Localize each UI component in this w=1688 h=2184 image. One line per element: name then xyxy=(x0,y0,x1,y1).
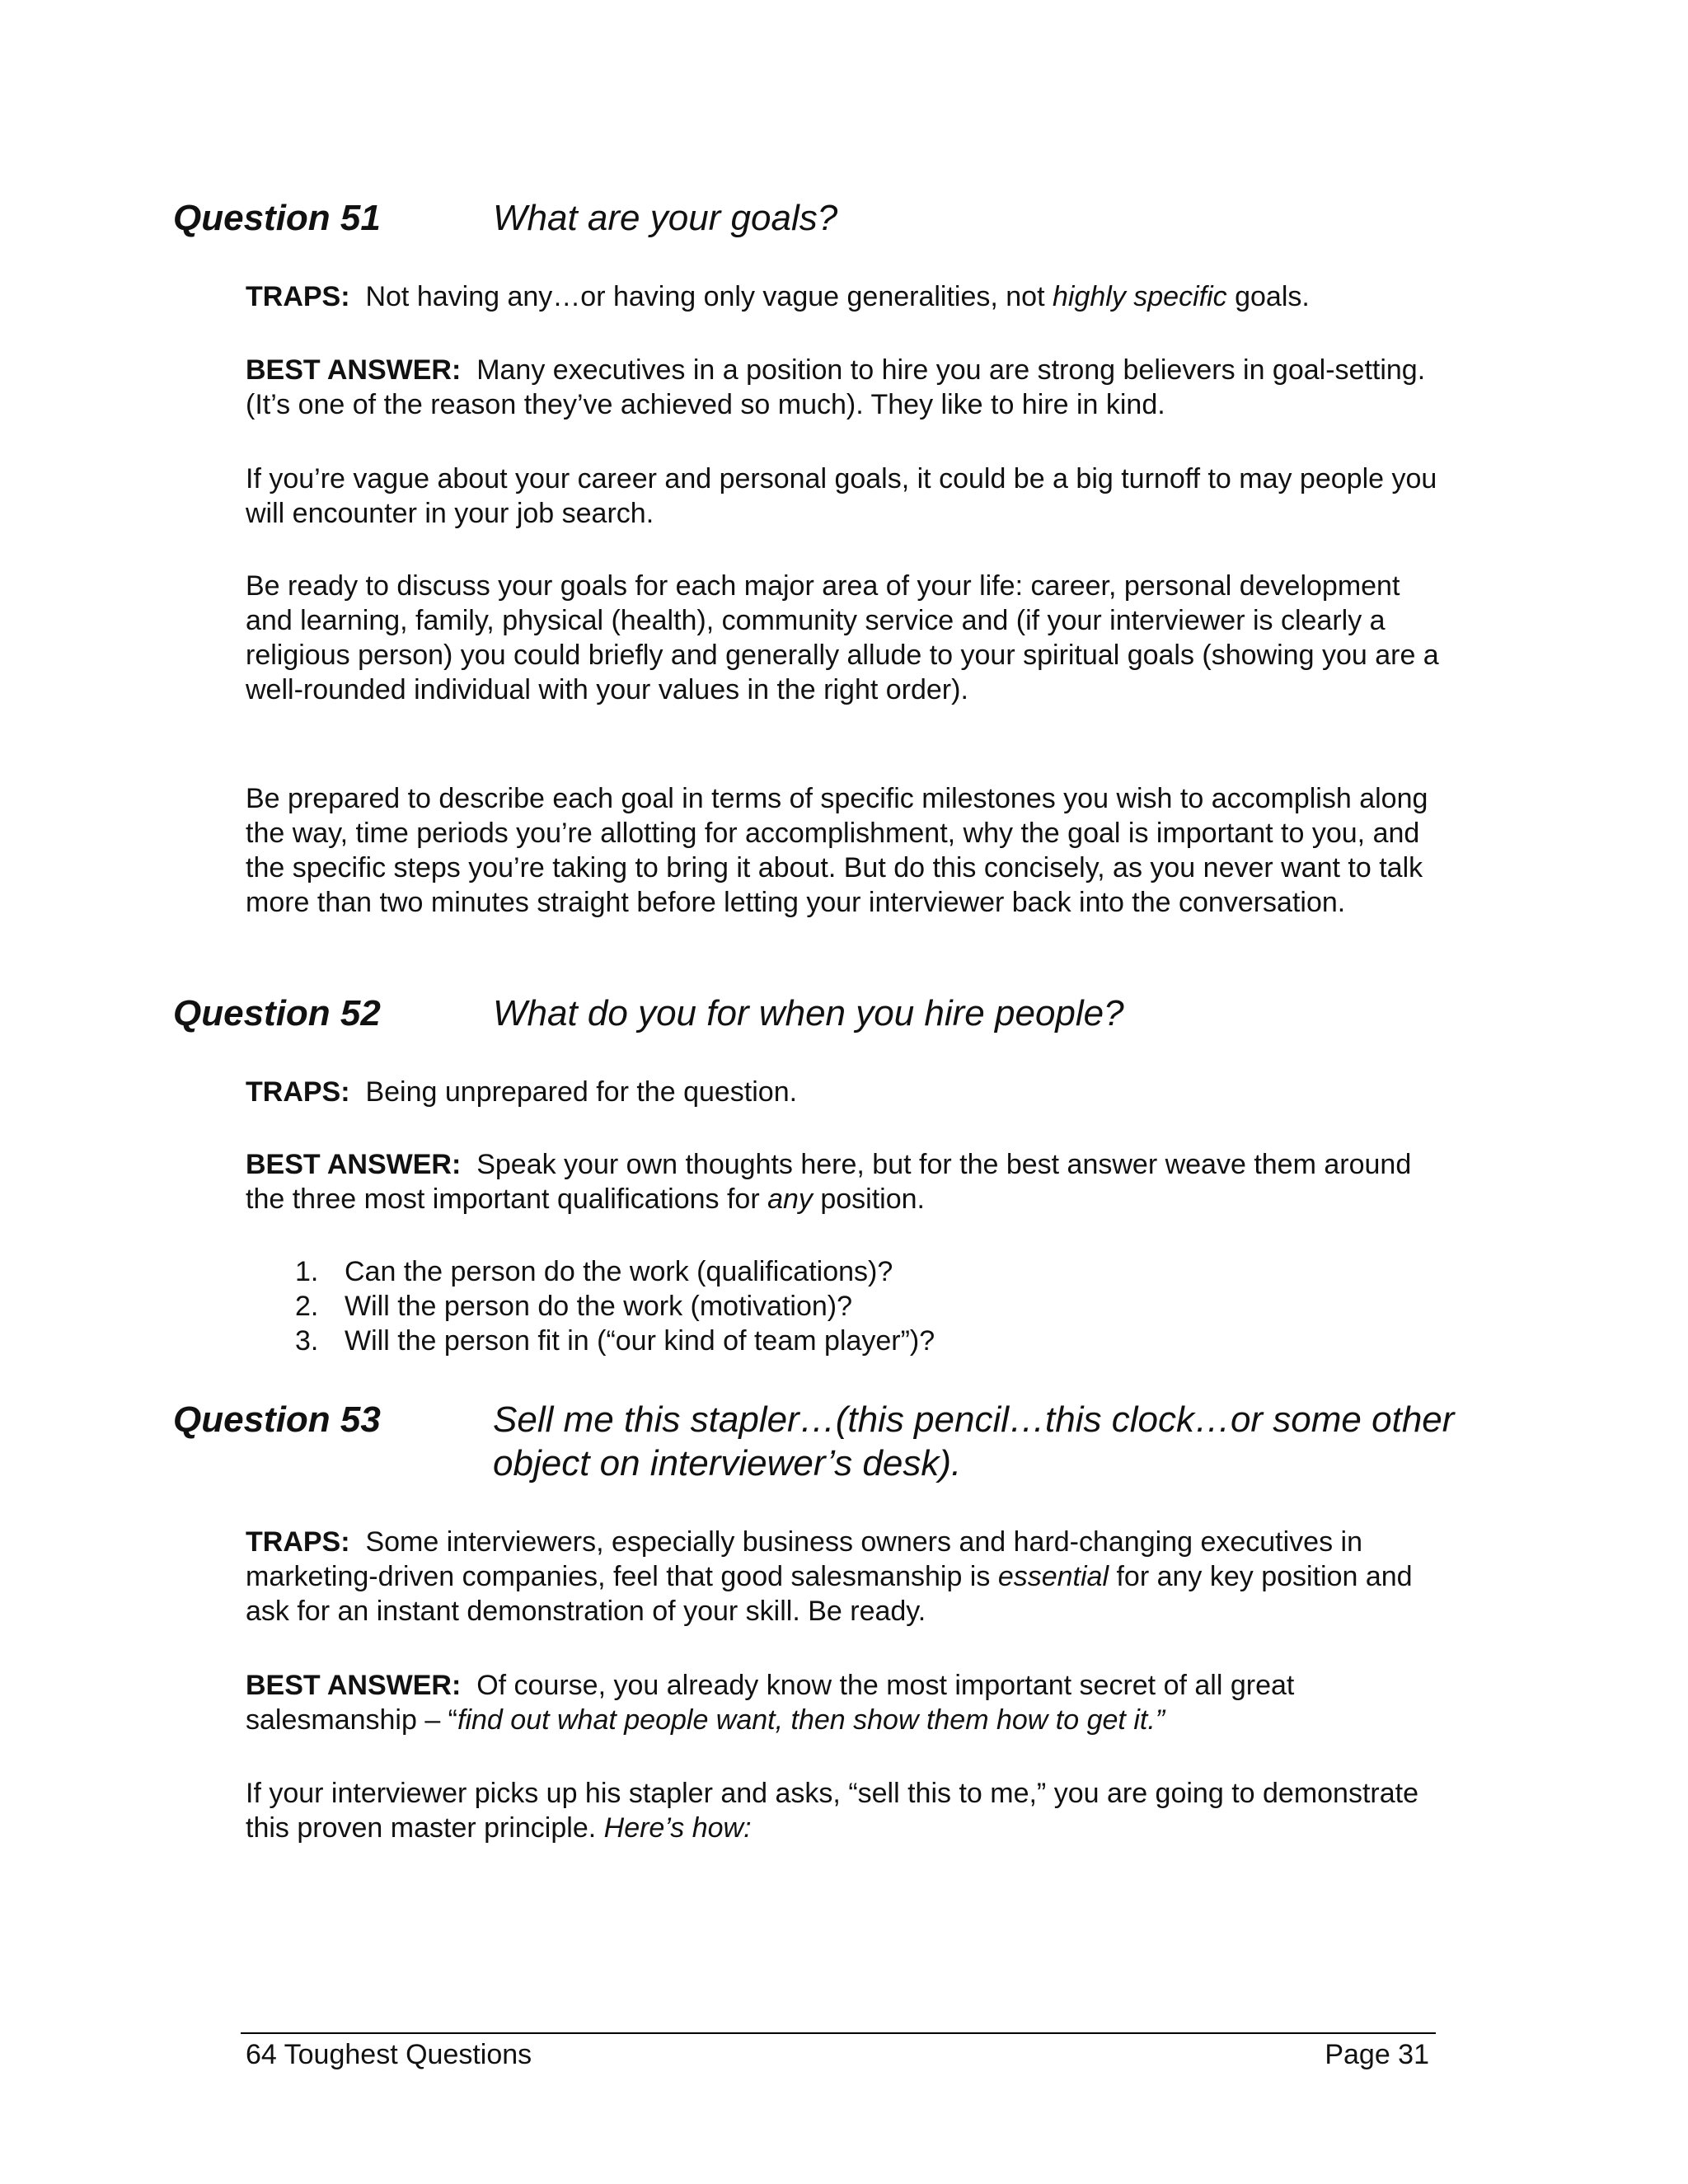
list-number: 3. xyxy=(295,1325,319,1357)
body-paragraph xyxy=(246,1776,1441,1845)
footer-divider xyxy=(241,2032,1436,2034)
best-answer-text: Speak your own thoughts here, but for the best answer weave them around the three most important qualifications for xyxy=(246,1149,1412,1215)
traps-text-end: for any key position and ask for an instant demonstration of your skill. Be ready. xyxy=(246,1561,1413,1627)
question-label: Question 52 xyxy=(173,993,381,1033)
traps-paragraph xyxy=(246,1525,1441,1629)
best-answer-text: Many executives in a position to hire you are strong believers in goal-setting. (It’s one of the reason they’ve achieved so much). They like to hire in kind. xyxy=(246,354,1426,420)
best-answer-text: Of course, you already know the most important secret of all great salesmanship – “ xyxy=(246,1670,1295,1736)
best-answer-paragraph xyxy=(246,1147,1441,1216)
footer-page-number: Page 31 xyxy=(1325,2039,1429,2070)
body-paragraph: Be prepared to describe each goal in terms of specific milestones you wish to accomplish along the way, time periods you’re allotting for accomplishment, why the goal is important to you, and the specific steps you’re taking to bring it about. But do this concisely, as you never want to talk more than two minutes straight before letting your interviewer back into the conversation. xyxy=(246,783,1428,918)
traps-label: TRAPS: xyxy=(246,1526,350,1558)
list-item xyxy=(246,1324,1441,1358)
best-answer-paragraph xyxy=(246,1668,1441,1737)
best-answer-label: BEST ANSWER: xyxy=(246,354,462,386)
traps-label: TRAPS: xyxy=(246,281,350,312)
best-answer-label: BEST ANSWER: xyxy=(246,1149,462,1180)
question-label: Question 53 xyxy=(173,1399,381,1440)
best-answer-emphasis: find out what people want, then show them how to get it.” xyxy=(457,1704,1165,1736)
list-text: Can the person do the work (qualifications)? xyxy=(345,1256,893,1287)
body-emphasis: Here’s how: xyxy=(603,1812,752,1844)
question-title: Sell me this stapler…(this pencil…this clock…or some other object on interviewer’s desk). xyxy=(493,1399,1455,1483)
list-text: Will the person do the work (motivation)? xyxy=(345,1291,853,1322)
best-answer-text-end: position. xyxy=(812,1183,926,1215)
question-label: Question 51 xyxy=(173,198,381,238)
traps-text: Some interviewers, especially business owners and hard-changing executives in marketing-driven companies, feel that good salesmanship is xyxy=(246,1526,1362,1592)
list-number: 2. xyxy=(295,1291,319,1322)
question-title: What are your goals? xyxy=(493,198,838,238)
best-answer-paragraph xyxy=(246,353,1441,422)
footer-book-title: 64 Toughest Questions xyxy=(246,2039,532,2070)
list-item xyxy=(246,1289,1441,1324)
qualifications-list xyxy=(246,1254,1441,1358)
best-answer-label: BEST ANSWER: xyxy=(246,1670,462,1701)
body-paragraph: Be ready to discuss your goals for each major area of your life: career, personal development and learning, family, physical (health), community service and (if your interviewer is clearly a religious person) you could briefly and generally allude to your spiritual goals (showing you are a well-rounded individual with your values in the right order). xyxy=(246,570,1439,705)
list-item xyxy=(246,1254,1441,1289)
question-title: What do you for when you hire people? xyxy=(493,993,1124,1033)
body-text: If your interviewer picks up his stapler and asks, “sell this to me,” you are going to demonstrate this proven master principle. xyxy=(246,1778,1418,1844)
best-answer-emphasis: any xyxy=(767,1183,813,1215)
body-paragraph: If you’re vague about your career and personal goals, it could be a big turnoff to may people you will encounter in your job search. xyxy=(246,463,1437,529)
traps-text: Being unprepared for the question. xyxy=(365,1076,798,1108)
list-text: Will the person fit in (“our kind of team player”)? xyxy=(345,1325,935,1357)
list-number: 1. xyxy=(295,1256,319,1287)
traps-paragraph xyxy=(246,1075,1441,1109)
traps-text: Not having any…or having only vague generalities, not xyxy=(365,281,1053,312)
traps-emphasis: highly specific xyxy=(1052,281,1227,312)
traps-emphasis: essential xyxy=(997,1561,1109,1592)
traps-text-end: goals. xyxy=(1226,281,1310,312)
traps-label: TRAPS: xyxy=(246,1076,350,1108)
traps-paragraph xyxy=(246,279,1441,314)
